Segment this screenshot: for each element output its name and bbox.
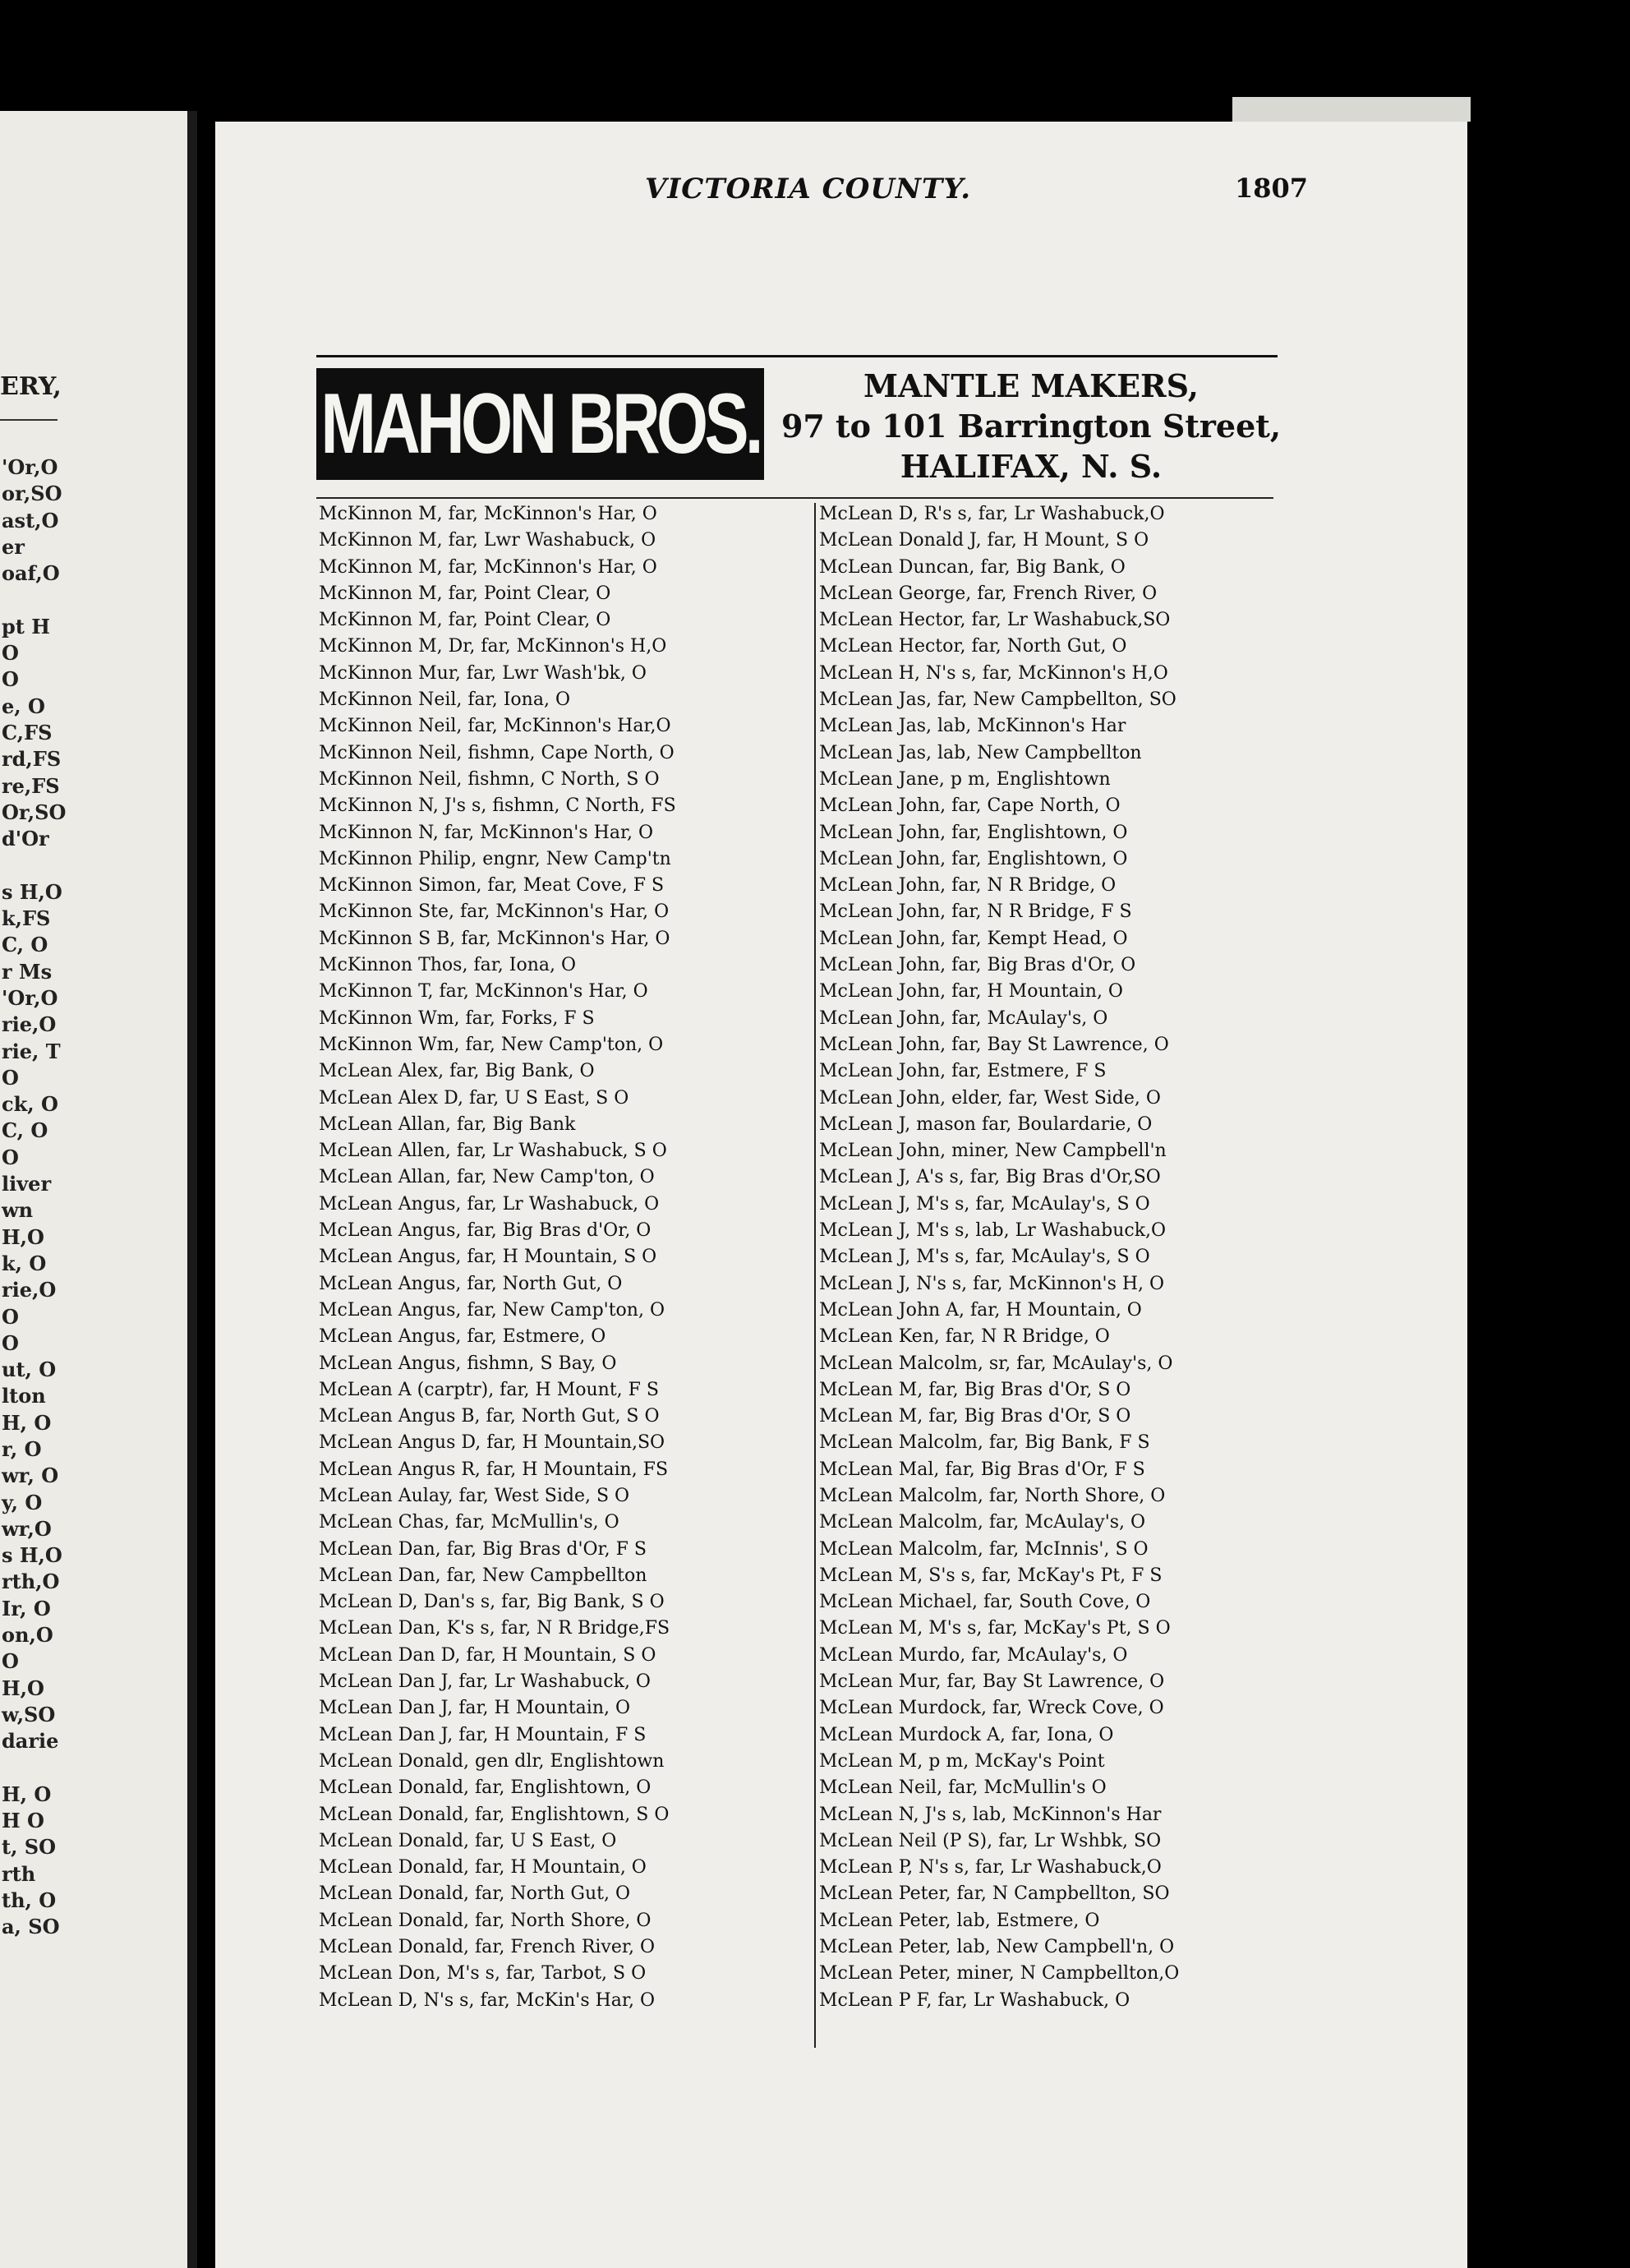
facing-page-entry-fragment [0, 587, 164, 613]
directory-entry: McLean John, far, N R Bridge, O [819, 875, 1117, 897]
directory-entry: McLean D, R's s, far, Lr Washabuck,O [819, 504, 1165, 524]
facing-page-entry-fragment: th, O [2, 1888, 57, 1913]
directory-entry: McLean Hector, far, Lr Washabuck,SO [819, 610, 1171, 631]
advertisement-top-rule [316, 355, 1278, 357]
facing-page-entry-fragment: k,FS [2, 906, 51, 931]
facing-page-entry-fragment: Or,SO [2, 800, 67, 824]
directory-entry: McLean Duncan, far, Big Bank, O [819, 556, 1126, 578]
directory-entry: McKinnon Neil, fishmn, Cape North, O [319, 742, 675, 763]
directory-entry: McLean John, far, Big Bras d'Or, O [819, 955, 1136, 976]
directory-entry: McLean J, M's s, far, McAulay's, S O [819, 1193, 1150, 1215]
facing-page-entry-fragment: Ir, O [2, 1596, 51, 1620]
directory-entry: McKinnon M, far, Point Clear, O [319, 583, 611, 604]
directory-entry: McLean J, M's s, far, McAulay's, S O [819, 1247, 1150, 1268]
directory-entry: McLean John, far, H Mountain, O [819, 981, 1123, 1003]
directory-entry: McLean Donald, far, Englishtown, O [319, 1777, 652, 1799]
facing-page-entry-fragment [0, 1755, 164, 1782]
facing-page-entry-fragment: O [2, 641, 19, 666]
directory-entry: McLean John, far, Bay St Lawrence, O [819, 1034, 1169, 1055]
facing-page-entry-fragment: C, O [2, 1118, 48, 1143]
facing-page-entry-fragment: O [2, 1145, 19, 1169]
directory-entry: McKinnon Ste, far, McKinnon's Har, O [319, 901, 670, 923]
directory-entry: McKinnon Wm, far, New Camp'ton, O [319, 1034, 664, 1055]
directory-entry: McLean Peter, lab, New Campbell'n, O [819, 1937, 1175, 1958]
directory-entry: McKinnon Wm, far, Forks, F S [319, 1007, 595, 1029]
facing-page-entry-fragment: pt H [2, 614, 50, 638]
directory-entry: McLean Neil (P S), far, Lr Wshbk, SO [819, 1830, 1162, 1851]
directory-entry: McLean D, N's s, far, McKin's Har, O [319, 1989, 656, 2011]
directory-column-right [819, 501, 1305, 2014]
directory-entry: McLean Allan, far, New Camp'ton, O [319, 1167, 655, 1188]
facing-page-entry-fragment: ast,O [2, 508, 59, 532]
page-header [645, 173, 1309, 222]
directory-entry: McLean Allan, far, Big Bank [319, 1113, 576, 1135]
directory-entry: McLean Jas, lab, McKinnon's Har [819, 716, 1126, 737]
facing-page-entry-fragment: O [2, 1065, 19, 1090]
directory-entry: McLean Mal, far, Big Bras d'Or, F S [819, 1459, 1145, 1480]
directory-entry: McKinnon Neil, far, McKinnon's Har,O [319, 716, 671, 737]
facing-page-entry-fragment: rth,O [2, 1570, 60, 1594]
directory-entry: McLean H, N's s, far, McKinnon's H,O [819, 662, 1168, 684]
directory-entry: McKinnon N, J's s, fishmn, C North, FS [319, 795, 676, 817]
directory-entry: McKinnon M, far, McKinnon's Har, O [319, 504, 657, 524]
facing-page-entry-fragment: t, SO [2, 1835, 57, 1860]
facing-page-entry-fragment: wr,O [2, 1516, 52, 1541]
facing-page-entry-fragment: C, O [2, 933, 48, 957]
page-number: 1807 [1235, 173, 1309, 204]
facing-page-entries [0, 454, 164, 1941]
directory-entry: McLean Michael, far, South Cove, O [819, 1592, 1151, 1613]
directory-entry: McLean Jas, far, New Campbellton, SO [819, 689, 1176, 711]
facing-page-entry-fragment: rth [2, 1861, 36, 1886]
directory-entry: McLean Dan, K's s, far, N R Bridge,FS [319, 1618, 670, 1639]
directory-entry: McLean Malcolm, far, North Shore, O [819, 1485, 1166, 1506]
facing-page-entry-fragment: er [2, 534, 25, 559]
directory-entry: McLean J, M's s, lab, Lr Washabuck,O [819, 1220, 1167, 1242]
directory-entry: McLean J, N's s, far, McKinnon's H, O [819, 1273, 1165, 1294]
directory-entry: McLean Angus, far, New Camp'ton, O [319, 1299, 665, 1321]
directory-entry: McLean Chas, far, McMullin's, O [319, 1512, 619, 1533]
county-title: VICTORIA COUNTY. [645, 173, 972, 205]
facing-page-rule [0, 419, 58, 421]
facing-page-entry-fragment: s H,O [2, 879, 62, 904]
directory-entry: McLean George, far, French River, O [819, 583, 1158, 604]
facing-page-entry-fragment: O [2, 1330, 19, 1355]
directory-entry: McLean Murdock, far, Wreck Cove, O [819, 1698, 1164, 1719]
facing-page-entry-fragment: e, O [2, 694, 45, 718]
facing-page-entry-fragment: re,FS [2, 773, 60, 798]
directory-entry: McLean P, N's s, far, Lr Washabuck,O [819, 1857, 1162, 1878]
facing-page-entry-fragment: ut, O [2, 1358, 57, 1382]
directory-entry: McLean Dan J, far, H Mountain, F S [319, 1724, 647, 1745]
facing-page-entry-fragment: r Ms [2, 959, 53, 984]
directory-entry: McLean Mur, far, Bay St Lawrence, O [819, 1671, 1165, 1693]
facing-page-entry-fragment: or,SO [2, 482, 62, 506]
facing-page-entry-fragment: wn [2, 1198, 34, 1223]
facing-page-entry-fragment: H,O [2, 1676, 44, 1700]
facing-page-entry-fragment: y, O [2, 1490, 43, 1514]
facing-page-entry-fragment: r, O [2, 1436, 42, 1461]
facing-page-fragment [0, 111, 197, 2268]
directory-entry: McLean J, mason far, Boulardarie, O [819, 1113, 1153, 1135]
directory-entry: McLean M, M's s, far, McKay's Pt, S O [819, 1618, 1171, 1639]
directory-entry: McLean Angus, far, Estmere, O [319, 1326, 606, 1348]
directory-entry: McKinnon M, far, Point Clear, O [319, 610, 611, 631]
facing-page-entry-fragment: rie,O [2, 1278, 57, 1302]
facing-page-entry-fragment: s H,O [2, 1543, 62, 1568]
facing-page-entry-fragment: k, O [2, 1251, 47, 1275]
directory-entry: McKinnon Simon, far, Meat Cove, F S [319, 875, 665, 897]
facing-page-entry-fragment: H,O [2, 1224, 44, 1249]
directory-entry: McLean Angus, far, Big Bras d'Or, O [319, 1220, 652, 1242]
directory-entry: McLean M, far, Big Bras d'Or, S O [819, 1406, 1131, 1427]
directory-entry: McLean Alex D, far, U S East, S O [319, 1087, 629, 1109]
directory-entry: McLean John, elder, far, West Side, O [819, 1087, 1161, 1109]
directory-entry: McKinnon M, Dr, far, McKinnon's H,O [319, 636, 667, 657]
facing-page-entry-fragment: H, O [2, 1782, 52, 1806]
facing-page-header-fragment: ERY, [0, 372, 62, 401]
facing-page-entry-fragment: O [2, 667, 19, 692]
directory-entry: McLean Murdo, far, McAulay's, O [819, 1644, 1128, 1666]
directory-entry: McKinnon Philip, engnr, New Camp'tn [319, 848, 671, 869]
directory-entry: McLean John, far, Englishtown, O [819, 848, 1128, 869]
directory-entry: McLean Dan, far, Big Bras d'Or, F S [319, 1538, 647, 1560]
directory-entry: McKinnon Neil, fishmn, C North, S O [319, 768, 660, 790]
advertisement-bottom-rule [316, 497, 1273, 499]
directory-entry: McLean John, far, N R Bridge, F S [819, 901, 1132, 923]
directory-entry: McLean John, far, Cape North, O [819, 795, 1121, 817]
advertisement-line-1: MANTLE MAKERS, [863, 367, 1199, 404]
directory-entry: McLean John, far, McAulay's, O [819, 1007, 1108, 1029]
directory-entry: McLean Donald, far, U S East, O [319, 1830, 617, 1851]
directory-entry: McLean Donald, far, H Mountain, O [319, 1857, 647, 1878]
facing-page-entry-fragment: liver [2, 1172, 52, 1196]
directory-entry: McLean Donald, gen dlr, Englishtown [319, 1750, 665, 1772]
facing-page-entry-fragment: lton [2, 1384, 46, 1408]
directory-entry: McKinnon N, far, McKinnon's Har, O [319, 822, 654, 843]
advertisement-line-2: 97 to 101 Barrington Street, [780, 408, 1282, 445]
directory-entry: McKinnon S B, far, McKinnon's Har, O [319, 928, 670, 949]
directory-entry: McLean Angus, fishmn, S Bay, O [319, 1353, 617, 1374]
directory-entry: McLean Angus D, far, H Mountain,SO [319, 1432, 665, 1454]
directory-entry: McKinnon Thos, far, Iona, O [319, 955, 577, 976]
directory-entry: McLean Murdock A, far, Iona, O [819, 1724, 1114, 1745]
directory-entry: McLean A (carptr), far, H Mount, F S [319, 1379, 659, 1400]
directory-entry: McLean Dan D, far, H Mountain, S O [319, 1644, 656, 1666]
directory-entry: McLean Donald, far, Englishtown, S O [319, 1804, 670, 1825]
directory-entry: McLean Dan J, far, Lr Washabuck, O [319, 1671, 651, 1693]
directory-entry: McKinnon Mur, far, Lwr Wash'bk, O [319, 662, 647, 684]
directory-entry: McLean Donald, far, North Shore, O [319, 1910, 652, 1931]
directory-entry: McLean John, far, Kempt Head, O [819, 928, 1128, 949]
facing-page-entry-fragment: d'Or [2, 827, 49, 851]
directory-entry: McLean Peter, miner, N Campbellton,O [819, 1963, 1180, 1984]
directory-entry: McLean D, Dan's s, far, Big Bank, S O [319, 1592, 665, 1613]
facing-page-entry-fragment: O [2, 1649, 19, 1674]
facing-page-entry-fragment: H O [2, 1809, 44, 1833]
directory-entry: McLean Dan, far, New Campbellton [319, 1565, 647, 1586]
directory-entry: McLean John, miner, New Campbell'n [819, 1141, 1167, 1162]
advertisement-text [768, 366, 1294, 486]
facing-page-entry-fragment: w,SO [2, 1702, 56, 1726]
directory-entry: McLean Malcolm, far, Big Bank, F S [819, 1432, 1150, 1454]
directory-entry: McLean Jas, lab, New Campbellton [819, 742, 1142, 763]
facing-page-entry-fragment: rd,FS [2, 747, 62, 772]
directory-entry: McLean Ken, far, N R Bridge, O [819, 1326, 1110, 1348]
directory-entry: McLean Peter, lab, Estmere, O [819, 1910, 1100, 1931]
directory-entry: McLean John, far, Englishtown, O [819, 822, 1128, 843]
directory-entry: McLean Angus, far, H Mountain, S O [319, 1247, 657, 1268]
facing-page-entry-fragment: wr, O [2, 1464, 59, 1488]
directory-entry: McLean Angus, far, Lr Washabuck, O [319, 1193, 660, 1215]
directory-entry: McLean Dan J, far, H Mountain, O [319, 1698, 631, 1719]
facing-page-entry-fragment [0, 852, 164, 878]
directory-entry: McLean John A, far, H Mountain, O [819, 1299, 1142, 1321]
advertisement-logo [316, 368, 764, 480]
directory-entry: McLean Donald, far, French River, O [319, 1937, 655, 1958]
directory-entry: McKinnon Neil, far, Iona, O [319, 689, 570, 711]
advertisement-logo-text: MAHON BROS. [320, 376, 760, 472]
directory-entry: McLean Peter, far, N Campbellton, SO [819, 1883, 1170, 1905]
directory-entry: McLean N, J's s, lab, McKinnon's Har [819, 1804, 1162, 1825]
directory-entry: McLean M, S's s, far, McKay's Pt, F S [819, 1565, 1163, 1586]
facing-page-entry-fragment: a, SO [2, 1915, 60, 1939]
facing-page-entry-fragment: oaf,O [2, 561, 60, 586]
directory-entry: McLean Angus, far, North Gut, O [319, 1273, 623, 1294]
advertisement-line-3: HALIFAX, N. S. [900, 448, 1163, 485]
facing-page-entry-fragment: C,FS [2, 720, 53, 744]
directory-entry: McLean Donald, far, North Gut, O [319, 1883, 630, 1905]
facing-page-entry-fragment: rie, T [2, 1039, 61, 1063]
directory-entry: McLean John, far, Estmere, F S [819, 1061, 1107, 1082]
directory-entry: McLean J, A's s, far, Big Bras d'Or,SO [819, 1167, 1161, 1188]
directory-entry: McLean Jane, p m, Englishtown [819, 768, 1111, 790]
facing-page-entry-fragment: darie [2, 1729, 59, 1754]
directory-entry: McLean Hector, far, North Gut, O [819, 636, 1127, 657]
directory-entry: McLean Angus R, far, H Mountain, FS [319, 1459, 669, 1480]
facing-page-entry-fragment: ck, O [2, 1092, 58, 1117]
directory-entry: McLean Donald J, far, H Mount, S O [819, 530, 1149, 551]
directory-entry: McLean Aulay, far, West Side, S O [319, 1485, 630, 1506]
directory-entry: McLean Malcolm, far, McAulay's, O [819, 1512, 1146, 1533]
page-gutter [187, 111, 197, 2268]
directory-entry: McLean Alex, far, Big Bank, O [319, 1061, 595, 1082]
directory-column-left [319, 501, 812, 2014]
directory-entry: McLean Malcolm, sr, far, McAulay's, O [819, 1353, 1173, 1374]
directory-entry: McKinnon M, far, McKinnon's Har, O [319, 556, 657, 578]
facing-page-entry-fragment: 'Or,O [2, 985, 58, 1010]
page-edge-stack [1232, 97, 1471, 122]
facing-page-entry-fragment: 'Or,O [2, 455, 58, 479]
facing-page-entry-fragment: H, O [2, 1410, 52, 1435]
directory-entry: McLean Malcolm, far, McInnis', S O [819, 1538, 1149, 1560]
directory-entry: McLean Don, M's s, far, Tarbot, S O [319, 1963, 647, 1984]
directory-entry: McLean Angus B, far, North Gut, S O [319, 1406, 660, 1427]
facing-page-entry-fragment: rie,O [2, 1012, 57, 1037]
facing-page-entry-fragment: O [2, 1304, 19, 1329]
directory-entry: McKinnon M, far, Lwr Washabuck, O [319, 530, 656, 551]
directory-entry: McLean M, p m, McKay's Point [819, 1750, 1105, 1772]
facing-page-entry-fragment: on,O [2, 1623, 53, 1648]
column-divider [814, 503, 816, 2048]
directory-entry: McLean P F, far, Lr Washabuck, O [819, 1989, 1130, 2011]
directory-entry: McLean Neil, far, McMullin's O [819, 1777, 1107, 1799]
directory-entry: McKinnon T, far, McKinnon's Har, O [319, 981, 648, 1003]
directory-entry: McLean M, far, Big Bras d'Or, S O [819, 1379, 1131, 1400]
directory-entry: McLean Allen, far, Lr Washabuck, S O [319, 1141, 667, 1162]
